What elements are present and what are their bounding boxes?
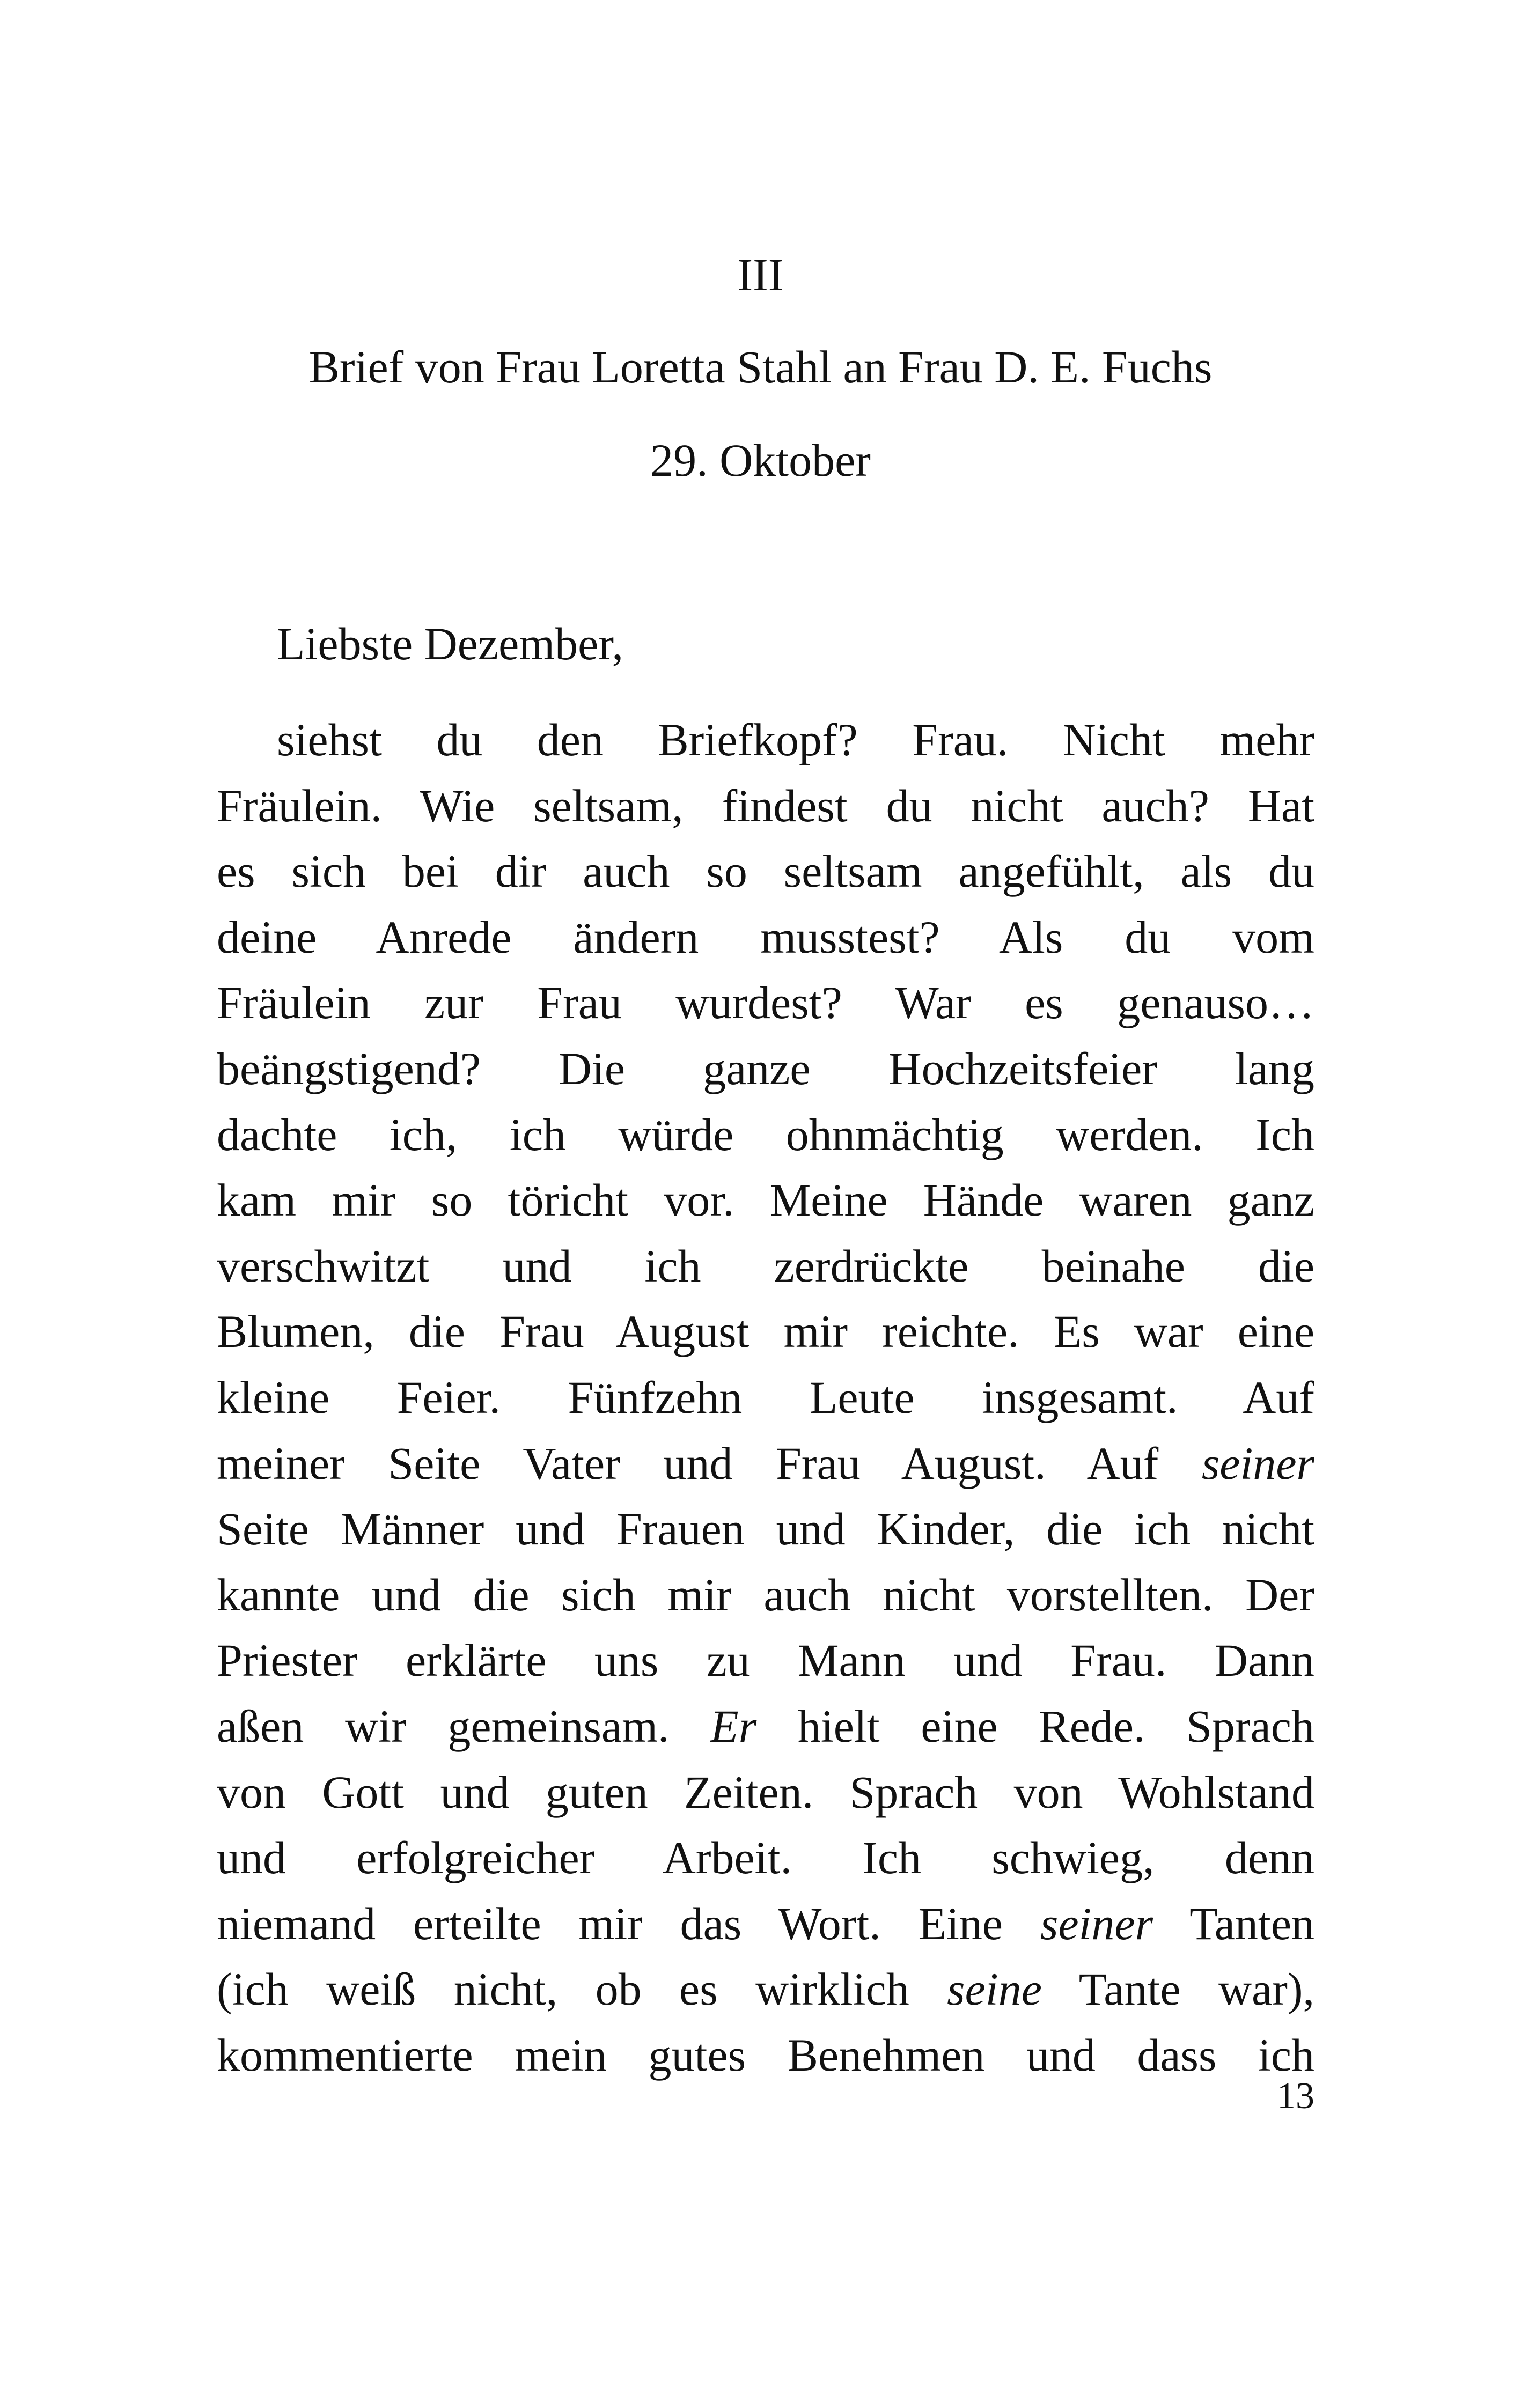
text-segment: niemand erteilte mir das Wort. Eine — [217, 1897, 1040, 1949]
text-line — [217, 1825, 1314, 1891]
text-segment: dachte ich, ich würde ohnmächtig werden. Ich — [217, 1108, 1314, 1160]
text-line — [217, 1431, 1314, 1497]
text-segment: Blumen, die Frau August mir reichte. Es war eine — [217, 1306, 1314, 1358]
text-line — [217, 1102, 1314, 1168]
text-line — [217, 1693, 1314, 1759]
text-segment: Tanten — [1153, 1897, 1314, 1949]
text-line — [217, 1496, 1314, 1562]
text-segment: und erfolgreicher Arbeit. Ich schwieg, denn — [217, 1832, 1314, 1884]
text-line — [217, 1759, 1314, 1825]
text-segment: kannte und die sich mir auch nicht vorstellten. Der — [217, 1568, 1314, 1621]
text-line — [217, 970, 1314, 1036]
letter-salutation: Liebste Dezember, — [277, 618, 624, 669]
text-line — [217, 1167, 1314, 1233]
text-segment: Fräulein zur Frau wurdest? War es genauso… — [217, 977, 1314, 1029]
text-segment: deine Anrede ändern musstest? Als du vom — [217, 911, 1314, 963]
text-line — [217, 1233, 1314, 1299]
text-line — [217, 1365, 1314, 1431]
text-line — [217, 1891, 1314, 1957]
text-line — [217, 1036, 1314, 1102]
text-segment: Tante war), — [1041, 1963, 1314, 2015]
text-line — [217, 838, 1314, 904]
text-segment: aßen wir gemeinsam. — [217, 1700, 711, 1752]
text-segment: siehst du den Briefkopf? Frau. Nicht mehr — [277, 714, 1314, 765]
chapter-number: III — [737, 249, 784, 300]
text-line — [217, 1628, 1314, 1693]
page-number: 13 — [1277, 2075, 1314, 2117]
text-segment: Seite Männer und Frauen und Kinder, die ich nicht — [217, 1503, 1314, 1555]
text-line — [217, 773, 1314, 839]
text-segment: kleine Feier. Fünfzehn Leute insgesamt. Auf — [217, 1371, 1314, 1423]
italic-word: Er — [710, 1700, 757, 1752]
text-segment: von Gott und guten Zeiten. Sprach von Wohlstand — [217, 1766, 1314, 1818]
text-line — [217, 1299, 1314, 1365]
text-line — [217, 707, 1314, 773]
text-segment: kam mir so töricht vor. Meine Hände waren ganz — [217, 1174, 1314, 1226]
letter-body — [217, 707, 1314, 2088]
text-segment: Priester erklärte uns zu Mann und Frau. Dann — [217, 1634, 1314, 1687]
text-segment: (ich weiß nicht, ob es wirklich — [217, 1963, 947, 2015]
italic-word: seine — [947, 1963, 1042, 2015]
text-line — [217, 1956, 1314, 2022]
letter-date: 29. Oktober — [650, 435, 871, 486]
text-line — [217, 904, 1314, 970]
text-line — [217, 2022, 1314, 2088]
text-segment: beängstigend? Die ganze Hochzeitsfeier lang — [217, 1042, 1314, 1094]
text-line — [217, 1562, 1314, 1628]
text-segment: verschwitzt und ich zerdrückte beinahe die — [217, 1240, 1314, 1292]
text-segment: meiner Seite Vater und Frau August. Auf — [217, 1437, 1202, 1489]
italic-word: seiner — [1040, 1897, 1153, 1949]
text-segment: Fräulein. Wie seltsam, findest du nicht auch? Hat — [217, 779, 1314, 831]
letter-title: Brief von Frau Loretta Stahl an Frau D. E. Fuchs — [308, 341, 1213, 393]
text-segment: hielt eine Rede. Sprach — [756, 1700, 1314, 1752]
text-segment: es sich bei dir auch so seltsam angefühlt, als du — [217, 845, 1314, 897]
italic-word: seiner — [1201, 1437, 1314, 1489]
text-segment: kommentierte mein gutes Benehmen und dass ich — [217, 2029, 1314, 2081]
